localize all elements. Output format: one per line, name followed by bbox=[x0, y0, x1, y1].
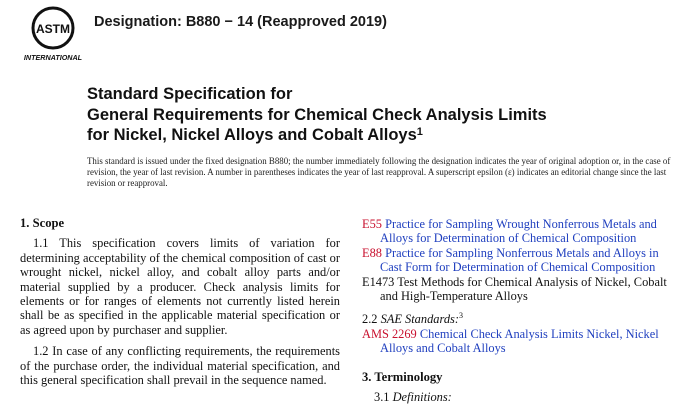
reference-code-e1473: E1473 bbox=[362, 274, 395, 289]
logo-text: ASTM bbox=[36, 22, 70, 36]
astm-logo bbox=[22, 4, 86, 64]
sae-label: SAE Standards: bbox=[380, 312, 459, 327]
title-line-3 bbox=[87, 125, 647, 145]
document-title bbox=[87, 84, 647, 145]
section-1-heading: 1. Scope bbox=[20, 216, 65, 230]
reference-code-ams2269[interactable]: AMS 2269 bbox=[362, 326, 417, 341]
title-line-3-text: for Nickel, Nickel Alloys and Cobalt Alloys bbox=[87, 126, 417, 144]
definitions-label: Definitions: bbox=[392, 390, 452, 405]
right-column bbox=[362, 217, 682, 405]
paragraph-1-1: 1.1 This specification covers limits of variation for determining acceptability of the chemical composition of cast or wrought nickel, nickel alloy, and cobalt alloy parts and/or material supplied by a producer. Check analysis limits for elements or for ranges of elements not currently listed herein shall be as specified in the applicable material specification or as agreed upon by purchaser and supplier. bbox=[20, 236, 340, 337]
reference-e88 bbox=[362, 246, 682, 275]
left-column bbox=[20, 216, 340, 394]
reference-text-e1473: Test Methods for Chemical Analysis of Nickel, Cobalt and High-Temperature Alloys bbox=[380, 274, 667, 304]
reference-e55 bbox=[362, 217, 682, 246]
designation: Designation: B880 − 14 (Reapproved 2019) bbox=[94, 14, 387, 30]
title-line-2: General Requirements for Chemical Check Analysis Limits bbox=[87, 106, 547, 124]
reference-link-ams2269[interactable]: Chemical Check Analysis Limits Nickel, Nickel Alloys and Cobalt Alloys bbox=[380, 326, 659, 356]
logo-subtext: INTERNATIONAL bbox=[23, 53, 83, 62]
title-footnote-mark: 1 bbox=[416, 126, 423, 138]
reference-code-e55[interactable]: E55 bbox=[362, 217, 382, 231]
definitions-subheading bbox=[374, 390, 682, 404]
reference-link-e88[interactable]: Practice for Sampling Nonferrous Metals and Alloys in Cast Form for Determination of Chemical Composition bbox=[380, 245, 659, 275]
sae-number: 2.2 bbox=[362, 312, 378, 327]
definitions-number: 3.1 bbox=[374, 390, 390, 405]
paragraph-1-2: 1.2 In case of any conflicting requirements, the requirements of the purchase order, the individual material specification, and this general specification shall prevail in the sequence named. bbox=[20, 344, 340, 388]
sae-standards-subheading bbox=[362, 309, 682, 327]
standard-notice: This standard is issued under the fixed designation B880; the number immediately following the designation indicates the year of original adoption or, in the case of revision, the year of last revision. A number in parentheses indicates the year of last reapproval. A superscript epsilon (ε) indicates an editorial change since the last revision or reapproval. bbox=[87, 156, 671, 188]
reference-e1473 bbox=[362, 275, 682, 304]
reference-link-e55[interactable]: Practice for Sampling Wrought Nonferrous Metals and Alloys for Determination of Chemical Composition bbox=[380, 217, 657, 246]
title-line-1: Standard Specification for bbox=[87, 85, 293, 103]
section-3-heading: 3. Terminology bbox=[362, 369, 443, 384]
reference-ams2269 bbox=[362, 327, 682, 356]
sae-footnote: 3 bbox=[458, 311, 463, 321]
reference-code-e88[interactable]: E88 bbox=[362, 245, 382, 260]
